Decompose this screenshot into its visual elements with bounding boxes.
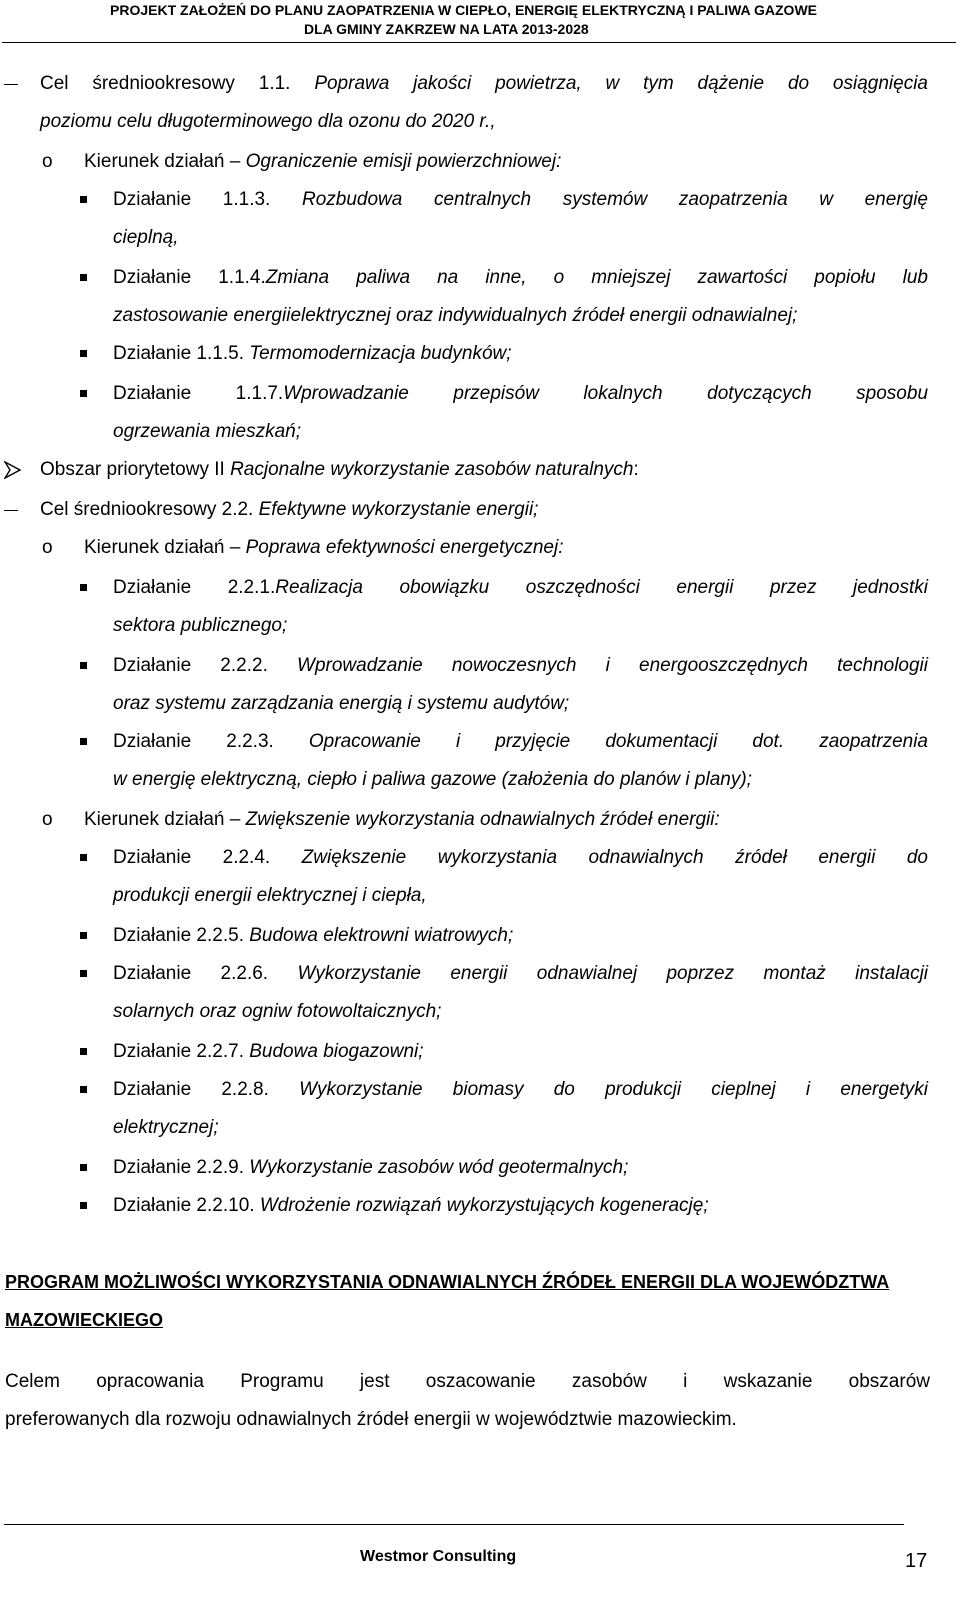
list-item-text: Wdrożenie rozwiązań wykorzystujących kogenerację; [259,1195,709,1216]
list-item-text: Poprawa jakości powietrza, w tym dążenie do osiągnięcia [314,73,928,94]
list-item-label: Działanie 1.1.7. [113,383,284,404]
list-item-text: Ograniczenie emisji powierzchniowej: [245,151,562,172]
list-item [113,304,797,328]
list-item-text: Poprawa efektywności energetycznej: [245,537,564,558]
list-item [84,150,561,174]
list-item-text: oraz systemu zarządzania energią i systemu audytów; [113,693,570,714]
header-divider [2,42,956,43]
paragraph-line2: preferowanych dla rozwoju odnawialnych źródeł energii w województwie mazowieckim. [5,1409,737,1430]
list-item-text: produkcji energii elektrycznej i ciepła, [113,885,427,906]
list-item [113,614,287,638]
circle-bullet-icon: o [42,537,53,558]
list-item [113,1000,441,1024]
list-item [113,692,569,716]
list-item-text: Wykorzystanie biomasy do produkcji cieplnej i energetyki [299,1079,928,1100]
header-title-line2: DLA GMINY ZAKRZEW NA LATA 2013-2028 [304,21,589,37]
list-item [113,768,752,792]
list-item [113,730,928,754]
list-item-text: Racjonalne wykorzystanie zasobów naturalnych [230,459,634,480]
list-item-label: Cel średniookresowy 1.1. [40,73,315,94]
list-item-text: poziomu celu długoterminowego dla ozonu do 2020 r., [40,111,496,132]
list-item [113,1040,424,1064]
footer-divider [4,1524,904,1525]
list-item-label: Działanie 2.2.5. [113,925,250,946]
square-bullet-icon [80,1048,87,1055]
list-item-text: cieplną, [113,227,179,248]
section-heading-line1: PROGRAM MOŻLIWOŚCI WYKORZYSTANIA ODNAWIALNYCH ŹRÓDEŁ ENERGII DLA WOJEWÓDZTWA [5,1272,890,1292]
list-item [113,846,928,870]
list-item-label: Cel średniookresowy 2.2. [40,499,259,520]
list-item [113,1078,928,1102]
list-item-text: sektora publicznego; [113,615,288,636]
list-item [40,110,496,134]
list-item [113,962,928,986]
list-item-text: w energię elektryczną, ciepło i paliwa gazowe (założenia do planów i plany); [113,769,752,790]
circle-bullet-icon: o [42,151,53,172]
list-item [113,226,179,250]
list-item-text: Realizacja obowiązku oszczędności energii przez jednostki [275,577,928,598]
list-item-text: Zwiększenie wykorzystania odnawialnych źródeł energii do [301,847,928,868]
list-item [84,808,720,832]
square-bullet-icon [80,1086,87,1093]
list-item [84,536,564,560]
list-item [113,188,928,212]
list-item-text: elektrycznej; [113,1117,219,1138]
list-item [113,654,928,678]
list-item-label: Działanie 2.2.1. [113,577,276,598]
paragraph-line1: Celem opracowania Programu jest oszacowanie zasobów i wskazanie obszarów [5,1371,930,1392]
list-item [113,420,301,444]
square-bullet-icon [80,738,87,745]
circle-bullet-icon: o [42,809,53,830]
list-item [113,1116,219,1140]
list-item [113,266,928,290]
square-bullet-icon [80,1202,87,1209]
list-item-label: Kierunek działań – [84,809,246,830]
list-item-label: Obszar priorytetowy II [40,459,231,480]
list-item [113,1194,709,1218]
list-item-label: Działanie 2.2.10. [113,1195,260,1216]
square-bullet-icon [80,932,87,939]
list-item [113,924,513,948]
list-item [113,576,928,600]
square-bullet-icon [80,350,87,357]
list-item [113,884,427,908]
footer-company: Westmor Consulting [360,1548,517,1565]
square-bullet-icon [80,274,87,281]
list-item-text: Wykorzystanie energii odnawialnej poprzez montaż instalacji [297,963,929,984]
list-item [40,458,639,482]
dash-bullet-icon [4,510,18,511]
list-item-label: Kierunek działań – [84,151,246,172]
list-item-label: Działanie 2.2.2. [113,655,298,676]
list-item-text: Budowa elektrowni wiatrowych; [249,925,514,946]
list-item-label: Działanie 2.2.8. [113,1079,300,1100]
list-item-text: Wykorzystanie zasobów wód geotermalnych; [249,1157,629,1178]
square-bullet-icon [80,390,87,397]
arrow-bullet-icon [4,461,22,479]
page-number: 17 [905,1550,928,1572]
list-item [113,342,512,366]
list-item-text: Termomodernizacja budynków; [249,343,512,364]
list-item-text: Wprowadzanie nowoczesnych i energooszczędnych technologii [297,655,928,676]
list-item-text: Zwiększenie wykorzystania odnawialnych źródeł energii: [245,809,720,830]
list-item-suffix: : [633,459,639,480]
dash-bullet-icon [4,84,18,85]
list-item-label: Działanie 2.2.7. [113,1041,250,1062]
list-item-text: zastosowanie energiielektrycznej oraz indywidualnych źródeł energii odnawialnej; [113,305,798,326]
square-bullet-icon [80,854,87,861]
list-item-label: Działanie 2.2.9. [113,1157,250,1178]
list-item-text: Budowa biogazowni; [249,1041,424,1062]
list-item-label: Działanie 2.2.3. [113,731,309,752]
square-bullet-icon [80,662,87,669]
square-bullet-icon [80,1164,87,1171]
list-item-label: Działanie 1.1.3. [113,189,302,210]
list-item [113,1156,628,1180]
list-item-label: Kierunek działań – [84,537,246,558]
list-item [40,498,538,522]
list-item-text: Zmiana paliwa na inne, o mniejszej zawartości popiołu lub [265,267,928,288]
list-item-text: Opracowanie i przyjęcie dokumentacji dot. zaopatrzenia [308,731,928,752]
list-item-text: solarnych oraz ogniw fotowoltaicznych; [113,1001,442,1022]
list-item-text: Efektywne wykorzystanie energii; [258,499,539,520]
header-title-line1: PROJEKT ZAŁOŻEŃ DO PLANU ZAOPATRZENIA W CIEPŁO, ENERGIĘ ELEKTRYCZNĄ I PALIWA GAZOWE [110,2,817,18]
square-bullet-icon [80,196,87,203]
list-item-text: Rozbudowa centralnych systemów zaopatrzenia w energię [301,189,929,210]
list-item [113,382,928,406]
list-item-text: ogrzewania mieszkań; [113,421,301,442]
list-item-label: Działanie 2.2.6. [113,963,298,984]
square-bullet-icon [80,584,87,591]
section-heading-line2: MAZOWIECKIEGO [5,1310,163,1330]
list-item-label: Działanie 1.1.4. [113,267,266,288]
list-item-label: Działanie 2.2.4. [113,847,302,868]
list-item-label: Działanie 1.1.5. [113,343,250,364]
list-item [40,72,928,96]
list-item-text: Wprowadzanie przepisów lokalnych dotyczących sposobu [283,383,929,404]
square-bullet-icon [80,970,87,977]
